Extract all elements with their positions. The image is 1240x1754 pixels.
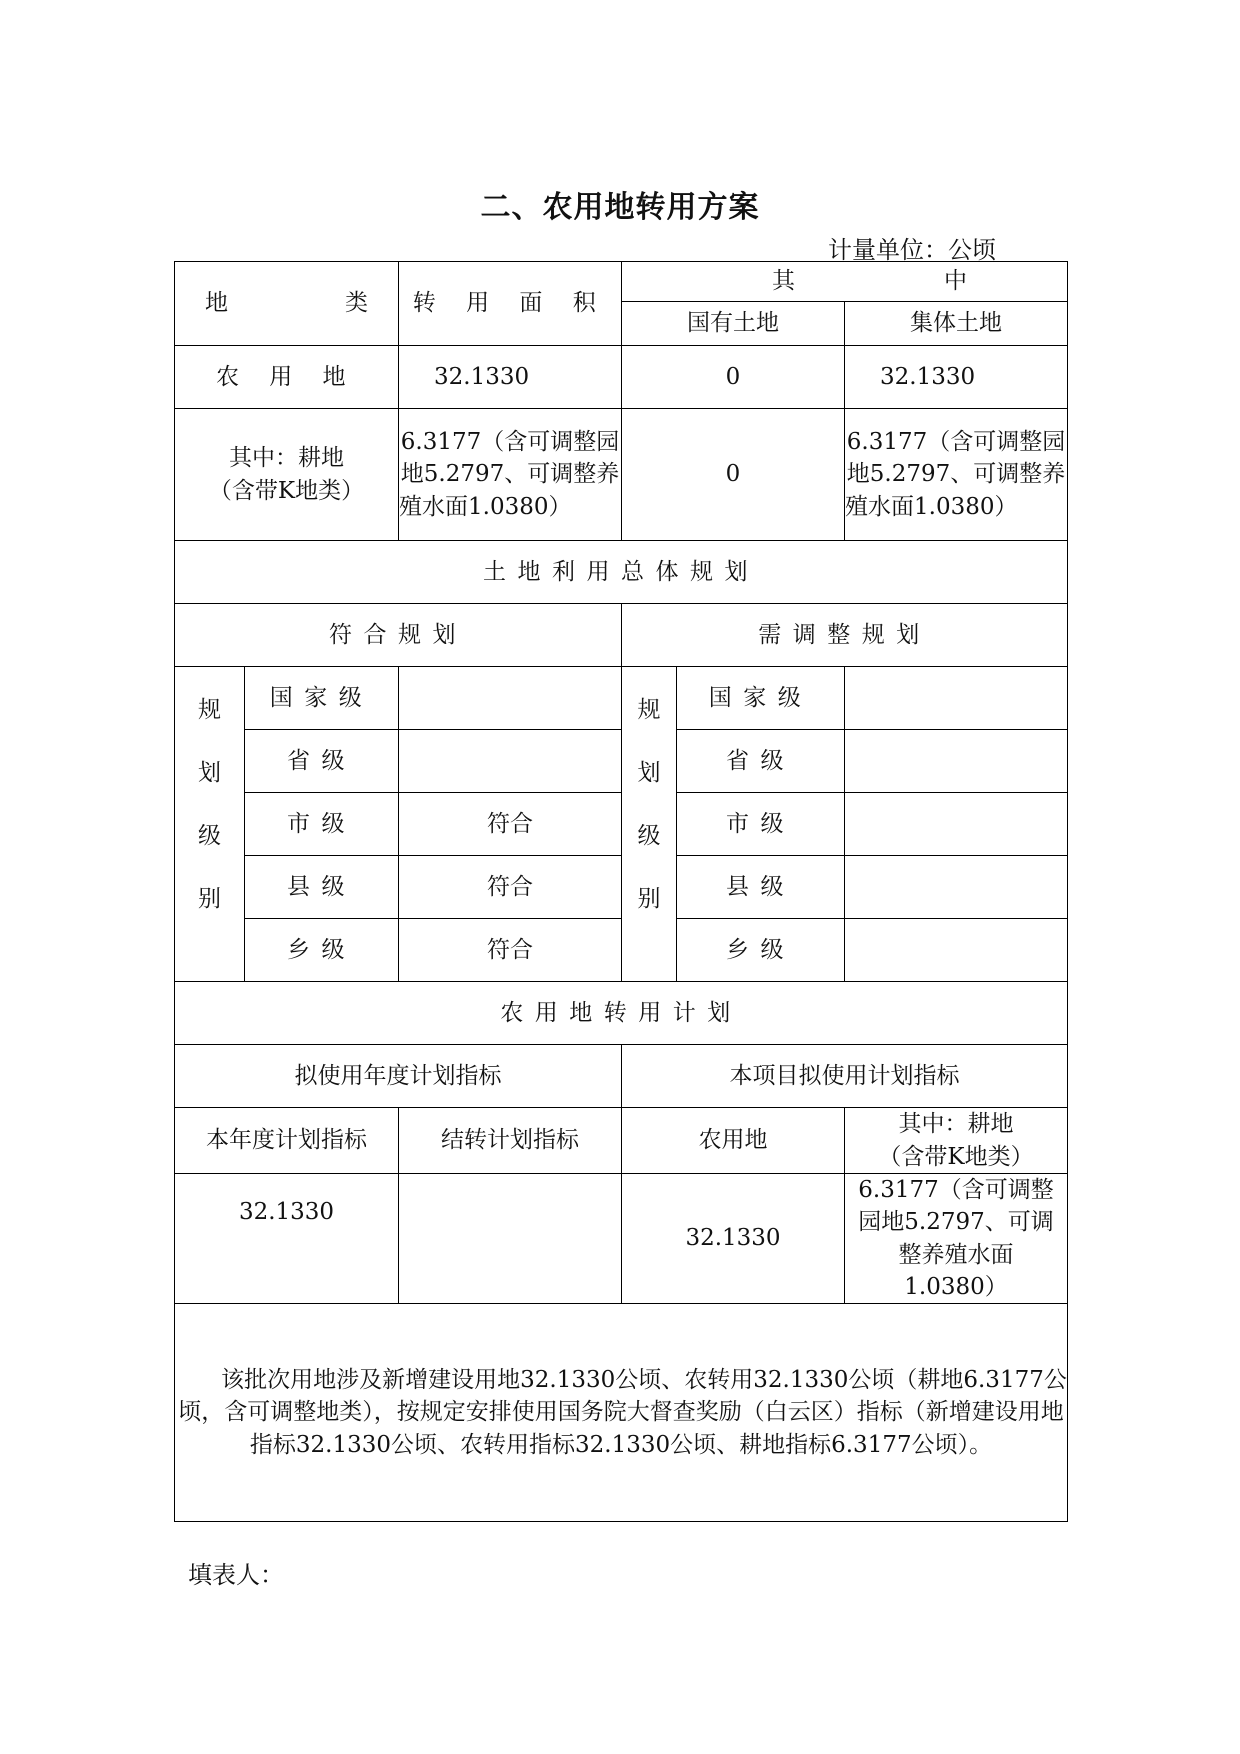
conversion-table — [174, 261, 1068, 1522]
cultivated-label-line1: 其中：耕地 — [229, 445, 344, 472]
header-state-land: 国有土地 — [622, 302, 845, 346]
note-cell — [175, 1304, 1068, 1522]
conform-value-national — [399, 667, 622, 730]
cultivated-label — [175, 409, 399, 541]
conform-level-header: 规 划 级 别 — [175, 667, 245, 982]
adjust-value-national — [845, 667, 1068, 730]
carry-over-header: 结转计划指标 — [399, 1108, 622, 1174]
adjust-level-city: 市级 — [677, 793, 845, 856]
project-cultivated-header-line1: 其中：耕地 — [898, 1111, 1014, 1138]
header-of-which: 其 中 — [622, 262, 1068, 302]
conform-level-national: 国家级 — [245, 667, 399, 730]
project-cultivated-value: 6.3177（含可调整园地5.2797、可调整养殖水面1.0380） — [845, 1174, 1068, 1304]
annual-current-header: 本年度计划指标 — [175, 1108, 399, 1174]
conversion-plan-title: 农用地转用计划 — [175, 982, 1068, 1045]
project-farmland-header: 农用地 — [622, 1108, 845, 1174]
unit-label: 计量单位：公顷 — [828, 236, 996, 264]
project-cultivated-header-line2: （含带K地类） — [878, 1143, 1034, 1170]
adjust-level-header: 规 划 级 别 — [622, 667, 677, 982]
adjust-value-township — [845, 919, 1068, 982]
adjust-level-township: 乡级 — [677, 919, 845, 982]
header-transfer-area: 转 用 面 积 — [399, 262, 622, 346]
project-farmland-value: 32.1330 — [622, 1174, 845, 1304]
planning-adjust-title: 需调整规划 — [622, 604, 1068, 667]
farmland-collective: 32.1330 — [845, 346, 1068, 409]
farmland-state: 0 — [622, 346, 845, 409]
carry-over-value — [399, 1174, 622, 1304]
annual-current-value: 32.1330 — [175, 1174, 399, 1304]
cultivated-collective: 6.3177（含可调整园地5.2797、可调整养殖水面1.0380） — [845, 409, 1068, 541]
project-cultivated-header — [845, 1108, 1068, 1174]
planning-conform-title: 符合规划 — [175, 604, 622, 667]
adjust-value-county — [845, 856, 1068, 919]
annual-plan-title: 拟使用年度计划指标 — [175, 1045, 622, 1108]
page-title: 二、农用地转用方案 — [480, 190, 760, 225]
conform-value-township: 符合 — [399, 919, 622, 982]
conform-value-provincial — [399, 730, 622, 793]
adjust-level-county: 县级 — [677, 856, 845, 919]
filler-label: 填表人： — [188, 1561, 284, 1589]
header-collective-land: 集体土地 — [845, 302, 1068, 346]
conform-value-county: 符合 — [399, 856, 622, 919]
planning-section-title: 土地利用总体规划 — [175, 541, 1068, 604]
adjust-level-national: 国家级 — [677, 667, 845, 730]
conform-level-city: 市级 — [245, 793, 399, 856]
cultivated-area: 6.3177（含可调整园地5.2797、可调整养殖水面1.0380） — [399, 409, 622, 541]
header-land-type: 地 类 — [175, 262, 399, 346]
cultivated-label-line2: （含带K地类） — [208, 477, 365, 504]
farmland-label: 农 用 地 — [175, 346, 399, 409]
cultivated-state: 0 — [622, 409, 845, 541]
adjust-value-provincial — [845, 730, 1068, 793]
conform-level-township: 乡级 — [245, 919, 399, 982]
note-text: 该批次用地涉及新增建设用地32.1330公顷、农转用32.1330公顷（耕地6.3177公顷，含可调整地类），按规定安排使用国务院大督查奖励（白云区）指标（新增建设用地指标32.1330公顷、农转用指标32.1330公顷、耕地指标6.3177公顷）。 — [178, 1367, 1067, 1458]
adjust-value-city — [845, 793, 1068, 856]
farmland-area: 32.1330 — [399, 346, 622, 409]
conform-level-county: 县级 — [245, 856, 399, 919]
project-plan-title: 本项目拟使用计划指标 — [622, 1045, 1068, 1108]
adjust-level-provincial: 省级 — [677, 730, 845, 793]
conform-value-city: 符合 — [399, 793, 622, 856]
conform-level-provincial: 省级 — [245, 730, 399, 793]
